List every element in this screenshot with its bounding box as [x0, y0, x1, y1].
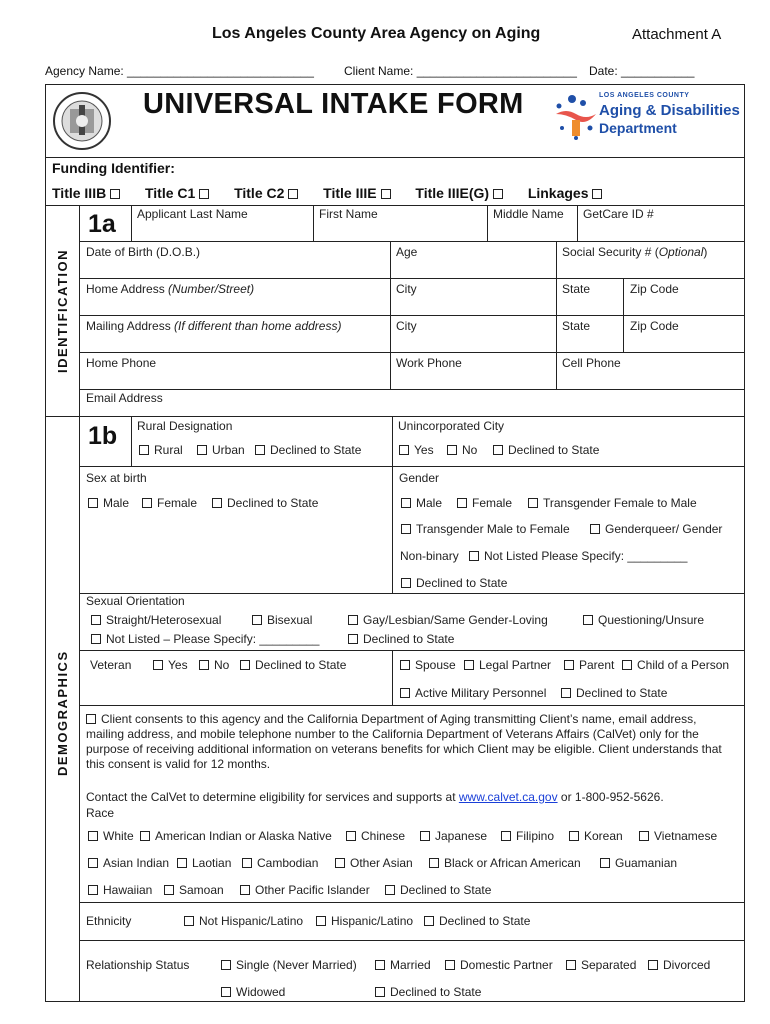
- divider: [79, 940, 745, 941]
- relationship-option[interactable]: Divorced: [648, 958, 710, 972]
- checkbox[interactable]: [240, 660, 250, 670]
- uninc-no-option[interactable]: No: [447, 443, 477, 457]
- vet-relation-option[interactable]: Active Military Personnel: [400, 686, 546, 700]
- checkbox[interactable]: [348, 615, 358, 625]
- checkbox[interactable]: [316, 916, 326, 926]
- home-phone-label: Home Phone: [86, 356, 157, 370]
- checkbox[interactable]: [153, 660, 163, 670]
- client-name-field[interactable]: Client Name: ________________________: [344, 64, 577, 78]
- checkbox[interactable]: [528, 498, 538, 508]
- checkbox[interactable]: [140, 831, 150, 841]
- checkbox[interactable]: [88, 858, 98, 868]
- checkbox[interactable]: [561, 688, 571, 698]
- divider: [45, 205, 745, 206]
- divider: [79, 241, 745, 242]
- veteran-yes-option[interactable]: Yes: [153, 658, 188, 672]
- rural-option[interactable]: Rural: [139, 443, 183, 457]
- first-name-label: First Name: [319, 207, 378, 221]
- checkbox[interactable]: [445, 960, 455, 970]
- dob-label: Date of Birth (D.O.B.): [86, 245, 201, 259]
- home-address-label: Home Address (Number/Street): [86, 282, 255, 296]
- race-option[interactable]: Samoan: [164, 883, 224, 897]
- checkbox[interactable]: [590, 524, 600, 534]
- checkbox[interactable]: [199, 189, 209, 199]
- gender-option[interactable]: Genderqueer/ Gender: [590, 522, 722, 536]
- sex-male-option[interactable]: Male: [88, 496, 129, 510]
- race-option[interactable]: Guamanian: [600, 856, 677, 870]
- checkbox[interactable]: [592, 189, 602, 199]
- checkbox[interactable]: [212, 498, 222, 508]
- relationship-option[interactable]: Single (Never Married): [221, 958, 357, 972]
- checkbox[interactable]: [139, 445, 149, 455]
- logo-line2: Aging & Disabilities: [599, 102, 740, 119]
- checkbox[interactable]: [564, 660, 574, 670]
- vet-relation-option[interactable]: Child of a Person: [622, 658, 729, 672]
- divider: [79, 650, 745, 651]
- checkbox[interactable]: [335, 858, 345, 868]
- checkbox[interactable]: [429, 858, 439, 868]
- email-label: Email Address: [86, 391, 163, 405]
- ssn-label: Social Security # (Optional): [562, 245, 708, 259]
- relationship-option[interactable]: Separated: [566, 958, 636, 972]
- checkbox[interactable]: [464, 660, 474, 670]
- race-option[interactable]: Laotian: [177, 856, 231, 870]
- cell-phone-label: Cell Phone: [562, 356, 621, 370]
- checkbox[interactable]: [424, 916, 434, 926]
- checkbox[interactable]: [91, 615, 101, 625]
- checkbox[interactable]: [420, 831, 430, 841]
- demographics-label: DEMOGRAPHICS: [55, 650, 70, 776]
- checkbox[interactable]: [252, 615, 262, 625]
- checkbox[interactable]: [399, 445, 409, 455]
- vet-relation-option[interactable]: Spouse: [400, 658, 456, 672]
- checkbox[interactable]: [493, 445, 503, 455]
- funding-label: Funding Identifier:: [52, 160, 175, 176]
- orientation-option[interactable]: Straight/Heterosexual: [91, 613, 221, 627]
- divider: [45, 157, 745, 158]
- getcare-id-label: GetCare ID #: [583, 207, 654, 221]
- race-option[interactable]: Cambodian: [242, 856, 318, 870]
- ads-logo: [552, 92, 742, 140]
- logo-line3: Department: [599, 120, 677, 136]
- race-option[interactable]: Japanese: [420, 829, 487, 843]
- checkbox[interactable]: [457, 498, 467, 508]
- race-option[interactable]: Black or African American: [429, 856, 581, 870]
- zip-label: Zip Code: [630, 282, 679, 296]
- sex-declined-option[interactable]: Declined to State: [212, 496, 318, 510]
- county-seal: [52, 91, 112, 151]
- sexual-orientation-label: Sexual Orientation: [86, 594, 185, 608]
- relationship-status-label: Relationship Status: [86, 958, 190, 972]
- checkbox[interactable]: [493, 189, 503, 199]
- divider: [487, 205, 488, 241]
- orientation-not-listed-option[interactable]: Not Listed – Please Specify: _________: [91, 632, 319, 646]
- divider: [131, 205, 132, 241]
- veteran-no-option[interactable]: No: [199, 658, 229, 672]
- checkbox[interactable]: [197, 445, 207, 455]
- race-option[interactable]: Filipino: [501, 829, 554, 843]
- checkbox[interactable]: [255, 445, 265, 455]
- orientation-declined-option[interactable]: Declined to State: [348, 632, 454, 646]
- gender-option[interactable]: Female: [457, 496, 512, 510]
- checkbox[interactable]: [400, 660, 410, 670]
- race-option[interactable]: Hawaiian: [88, 883, 152, 897]
- checkbox[interactable]: [221, 987, 231, 997]
- urban-option[interactable]: Urban: [197, 443, 245, 457]
- gender-declined-option[interactable]: Declined to State: [401, 576, 507, 590]
- funding-option[interactable]: Title C1: [145, 185, 214, 201]
- work-phone-label: Work Phone: [396, 356, 462, 370]
- checkbox[interactable]: [348, 634, 358, 644]
- checkbox[interactable]: [583, 615, 593, 625]
- funding-option[interactable]: Title IIIE(G): [415, 185, 508, 201]
- city-label: City: [396, 282, 417, 296]
- checkbox[interactable]: [447, 445, 457, 455]
- orientation-option[interactable]: Gay/Lesbian/Same Gender-Loving: [348, 613, 548, 627]
- ethnicity-label: Ethnicity: [86, 914, 132, 928]
- checkbox[interactable]: [177, 858, 187, 868]
- ethnicity-option[interactable]: Hispanic/Latino: [316, 914, 413, 928]
- calvet-contact-text: Contact the CalVet to determine eligibility for services and supports at www.calvet.ca.gov or 1-800-952-5626.: [86, 790, 664, 804]
- mailing-address-label: Mailing Address (If different than home address): [86, 319, 342, 333]
- divider: [577, 205, 578, 241]
- funding-option[interactable]: Title IIIE: [323, 185, 395, 201]
- checkbox[interactable]: [401, 524, 411, 534]
- checkbox[interactable]: [110, 189, 120, 199]
- checkbox[interactable]: [88, 885, 98, 895]
- checkbox[interactable]: [199, 660, 209, 670]
- mailing-zip-label: Zip Code: [630, 319, 679, 333]
- checkbox[interactable]: [600, 858, 610, 868]
- checkbox[interactable]: [639, 831, 649, 841]
- divider: [79, 466, 745, 467]
- date-field[interactable]: Date: ___________: [589, 64, 695, 78]
- rural-designation-label: Rural Designation: [137, 419, 233, 433]
- divider: [79, 352, 745, 353]
- divider: [79, 315, 745, 316]
- checkbox[interactable]: [164, 885, 174, 895]
- rural-declined-option[interactable]: Declined to State: [255, 443, 361, 457]
- checkbox[interactable]: [91, 634, 101, 644]
- agency-header-title: Los Angeles County Area Agency on Aging: [212, 25, 541, 42]
- funding-option[interactable]: Title C2: [234, 185, 303, 201]
- consent-text: Client consents to this agency and the California Department of Aging transmitting Client’s name, email address, mailing address, and mobile telephone number to the California Department of Veterans Affairs (CalVet) only for the purpose of receiving additional information on veterans benefits for which Client may be eligible. Client understands that this consent is valid for 12 months.: [86, 712, 722, 771]
- sex-at-birth-label: Sex at birth: [86, 471, 147, 485]
- checkbox[interactable]: [242, 858, 252, 868]
- race-option[interactable]: Chinese: [346, 829, 405, 843]
- race-option[interactable]: Vietnamese: [639, 829, 717, 843]
- vet-relation-option[interactable]: Parent: [564, 658, 614, 672]
- mailing-state-label: State: [562, 319, 591, 333]
- logo-line1: LOS ANGELES COUNTY: [599, 92, 690, 99]
- unincorporated-city-label: Unincorporated City: [398, 419, 505, 433]
- gender-option[interactable]: Transgender Female to Male: [528, 496, 697, 510]
- section-1a-number: 1a: [88, 210, 116, 238]
- sex-female-option[interactable]: Female: [142, 496, 197, 510]
- age-label: Age: [396, 245, 418, 259]
- mailing-city-label: City: [396, 319, 417, 333]
- divider: [313, 205, 314, 241]
- uninc-declined-option[interactable]: Declined to State: [493, 443, 599, 457]
- checkbox[interactable]: [381, 189, 391, 199]
- checkbox[interactable]: [569, 831, 579, 841]
- checkbox[interactable]: [375, 987, 385, 997]
- funding-options: [52, 185, 623, 201]
- gender-option[interactable]: Transgender Male to Female: [401, 522, 570, 536]
- checkbox[interactable]: [221, 960, 231, 970]
- vet-relation-option[interactable]: Declined to State: [561, 686, 667, 700]
- race-option[interactable]: Declined to State: [385, 883, 491, 897]
- ethnicity-option[interactable]: Declined to State: [424, 914, 530, 928]
- checkbox[interactable]: [501, 831, 511, 841]
- race-option[interactable]: Other Pacific Islander: [240, 883, 370, 897]
- checkbox[interactable]: [400, 688, 410, 698]
- middle-name-label: Middle Name: [493, 207, 564, 221]
- checkbox[interactable]: [469, 551, 479, 561]
- race-option[interactable]: Asian Indian: [88, 856, 169, 870]
- race-option[interactable]: American Indian or Alaska Native: [140, 829, 332, 843]
- divider: [79, 389, 745, 390]
- veteran-declined-option[interactable]: Declined to State: [240, 658, 346, 672]
- form-title: UNIVERSAL INTAKE FORM: [143, 88, 524, 120]
- gender-nonbinary-text: Non-binary: [400, 549, 459, 563]
- checkbox[interactable]: [288, 189, 298, 199]
- checkbox[interactable]: [375, 960, 385, 970]
- relationship-option[interactable]: Domestic Partner: [445, 958, 553, 972]
- race-option[interactable]: White: [88, 829, 134, 843]
- checkbox[interactable]: [385, 885, 395, 895]
- veteran-label: Veteran: [90, 658, 132, 672]
- divider: [45, 416, 745, 417]
- checkbox[interactable]: [401, 578, 411, 588]
- funding-option[interactable]: Title IIIB: [52, 185, 125, 201]
- applicant-last-name-label: Applicant Last Name: [137, 207, 248, 221]
- section-1b-number: 1b: [88, 422, 118, 450]
- divider: [79, 705, 745, 706]
- agency-name-field[interactable]: Agency Name: ____________________________: [45, 64, 314, 78]
- relationship-option[interactable]: Married: [375, 958, 431, 972]
- checkbox[interactable]: [88, 831, 98, 841]
- divider: [392, 650, 393, 705]
- gender-label: Gender: [399, 471, 440, 485]
- race-option[interactable]: Korean: [569, 829, 623, 843]
- orientation-option[interactable]: Questioning/Unsure: [583, 613, 704, 627]
- funding-option[interactable]: Linkages: [528, 185, 608, 201]
- gender-not-listed-option[interactable]: Not Listed Please Specify: _________: [469, 549, 687, 563]
- checkbox[interactable]: [566, 960, 576, 970]
- checkbox[interactable]: [184, 916, 194, 926]
- divider: [392, 416, 393, 593]
- attachment-label: Attachment A: [632, 26, 722, 43]
- ethnicity-option[interactable]: Not Hispanic/Latino: [184, 914, 303, 928]
- relationship-option[interactable]: Widowed: [221, 985, 285, 999]
- identification-label: IDENTIFICATION: [55, 248, 70, 373]
- relationship-option[interactable]: Declined to State: [375, 985, 481, 999]
- gender-option[interactable]: Male: [401, 496, 442, 510]
- orientation-option[interactable]: Bisexual: [252, 613, 312, 627]
- divider: [79, 902, 745, 903]
- race-option[interactable]: Other Asian: [335, 856, 413, 870]
- checkbox[interactable]: [142, 498, 152, 508]
- divider: [131, 416, 132, 466]
- checkbox[interactable]: [401, 498, 411, 508]
- race-label: Race: [86, 806, 115, 820]
- checkbox[interactable]: [88, 498, 98, 508]
- vet-relation-option[interactable]: Legal Partner: [464, 658, 551, 672]
- checkbox[interactable]: [622, 660, 632, 670]
- divider: [79, 278, 745, 279]
- checkbox[interactable]: [346, 831, 356, 841]
- state-label: State: [562, 282, 591, 296]
- section-label-column-border: [79, 205, 80, 1002]
- checkbox[interactable]: [648, 960, 658, 970]
- calvet-consent[interactable]: [86, 712, 736, 772]
- calvet-link[interactable]: www.calvet.ca.gov: [458, 790, 558, 804]
- uninc-yes-option[interactable]: Yes: [399, 443, 434, 457]
- checkbox[interactable]: [240, 885, 250, 895]
- checkbox[interactable]: [86, 714, 96, 724]
